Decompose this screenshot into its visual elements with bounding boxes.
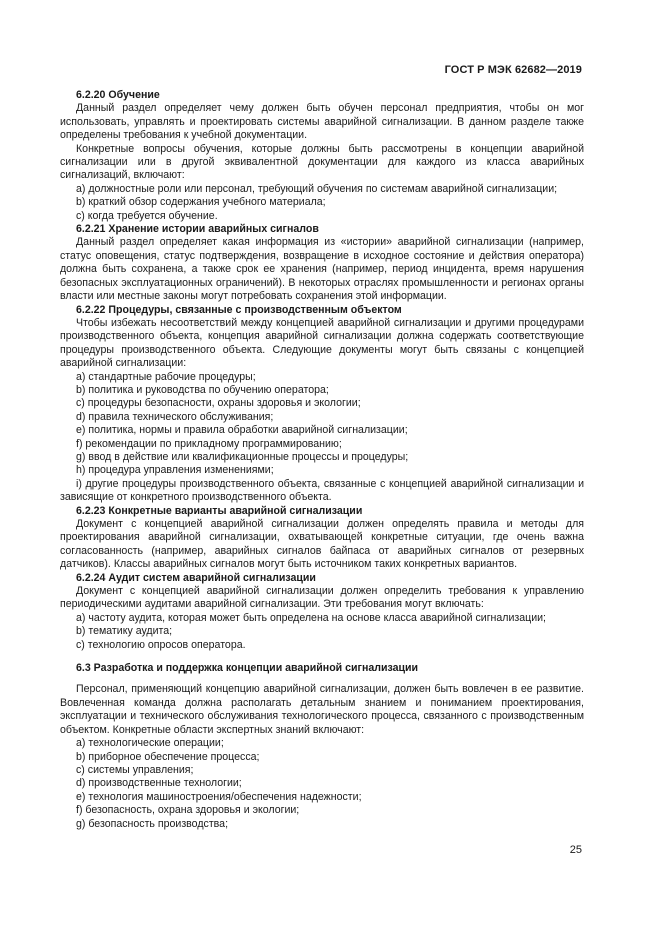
list-item: b) приборное обеспечение процесса; <box>76 750 260 763</box>
list-item: c) когда требуется обучение. <box>76 209 218 222</box>
page-number: 25 <box>569 844 582 856</box>
list-item: b) тематику аудита; <box>76 625 173 638</box>
paragraph: Данный раздел определяет чему должен быть обучен персонал предприятия, чтобы он мог использовать, управлять и проектировать системы аварийной сигнализации. В данном разделе также определены требования к учебной документации. <box>60 102 584 142</box>
paragraph: Документ с концепцией аварийной сигнализации должен определить требования к управлению периодическими аудитами аварийной сигнализации. Эти требования могут включать: <box>60 585 584 611</box>
paragraph: Конкретные вопросы обучения, которые должны быть рассмотрены в концепции аварийной сигнализации или в другой эквивалентной документации для каждого из класса аварийных сигнализаций, включают: <box>60 142 584 182</box>
list-item: h) процедура управления изменениями; <box>76 464 274 477</box>
list-item: d) производственные технологии; <box>76 777 242 790</box>
section-heading-6-2-21: 6.2.21 Хранение истории аварийных сигналов <box>76 223 319 236</box>
section-heading-6-2-23: 6.2.23 Конкретные варианты аварийной сигнализации <box>76 504 363 517</box>
list-item: e) политика, нормы и правила обработки аварийной сигнализации; <box>76 424 408 437</box>
list-item: c) системы управления; <box>76 763 194 776</box>
list-item: f) рекомендации по прикладному программированию; <box>76 437 342 450</box>
list-item: a) должностные роли или персонал, требующий обучения по системам аварийной сигнализации; <box>76 182 558 195</box>
list-item: b) политика и руководства по обучению оператора; <box>76 383 329 396</box>
list-item: g) безопасность производства; <box>76 817 229 830</box>
paragraph: Данный раздел определяет какая информация из «истории» аварийной сигнализации (например, статус оповещения, статус подтверждения, возвращение в исходное состояние и действия оператора) должна быть сохранена, а также срок ее хранения (например, период инцидента, время нарушения безопасных эксплуатационных ограничений). В некоторых отраслях промышленности и регионах органы власти или местные законы могут потребовать сохранения этой информации. <box>60 236 584 303</box>
list-item: a) стандартные рабочие процедуры; <box>76 370 256 383</box>
list-item-wrapping: i) другие процедуры производственного объекта, связанные с концепцией аварийной сигнализации и зависящие от конкретного производственного объекта. <box>60 477 584 504</box>
section-heading-6-3: 6.3 Разработка и поддержка концепции аварийной сигнализации <box>76 662 419 675</box>
document-standard-id: ГОСТ Р МЭК 62682—2019 <box>444 64 582 76</box>
list-item: c) процедуры безопасности, охраны здоровья и экологии; <box>76 397 361 410</box>
list-item: f) безопасность, охрана здоровья и экологии; <box>76 804 300 817</box>
list-item: b) краткий обзор содержания учебного материала; <box>76 196 326 209</box>
list-item: a) частоту аудита, которая может быть определена на основе класса аварийной сигнализации; <box>76 611 546 624</box>
list-item: d) правила технического обслуживания; <box>76 410 274 423</box>
paragraph: Персонал, применяющий концепцию аварийной сигнализации, должен быть вовлечен в ее развитие. Вовлеченная команда должна располагать детальным знанием и пониманием проектирования, эксплуатации и технического обслуживания технологического процесса, связанного с производственным объектом. Конкретные области экспертных знаний включают: <box>60 683 584 736</box>
section-heading-6-2-20: 6.2.20 Обучение <box>76 89 160 101</box>
section-heading-6-2-24: 6.2.24 Аудит систем аварийной сигнализации <box>76 571 316 584</box>
paragraph: Документ с концепцией аварийной сигнализации должен определять правила и методы для проектирования аварийной сигнализации, охватывающей конкретные ситуации, где очень важна согласованность (например, аварийных сигналов байпаса от аварийных сигналов от резервных датчиков). Классы аварийных сигналов могут быть источником таких конкретных вариантов. <box>60 518 584 571</box>
list-item: a) технологические операции; <box>76 737 224 750</box>
list-item: g) ввод в действие или квалификационные процессы и процедуры; <box>76 450 409 463</box>
document-body <box>60 89 584 831</box>
paragraph: Чтобы избежать несоответствий между концепцией аварийной сигнализации и другими процедурами производственного объекта, концепция аварийной сигнализации должна содержать соответствующие процедуры производственного объекта. Следующие документы могут быть связаны с концепцией аварийной сигнализации: <box>60 316 584 370</box>
list-item: c) технологию опросов оператора. <box>76 638 246 651</box>
section-heading-6-2-22: 6.2.22 Процедуры, связанные с производственным объектом <box>76 303 402 316</box>
list-item: e) технология машиностроения/обеспечения надежности; <box>76 790 362 803</box>
